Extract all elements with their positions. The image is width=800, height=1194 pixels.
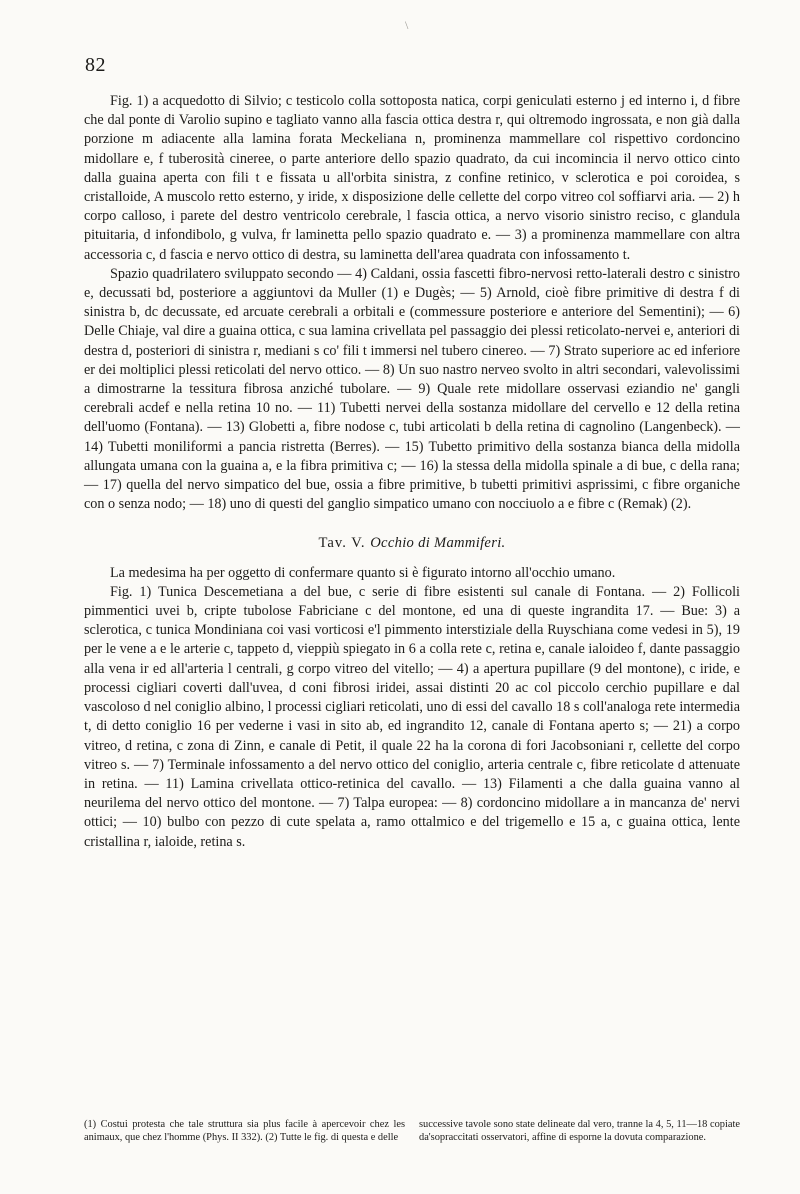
footnotes bbox=[84, 1118, 740, 1144]
footnote-column-right: successive tavole sono state delineate dal vero, tranne la 4, 5, 11—18 copiate da'sopraccitati osservatori, affine di esporne la dovuta comparazione. bbox=[419, 1119, 740, 1144]
section-heading bbox=[84, 534, 740, 553]
footnote-column-left: (1) Costui protesta che tale struttura sia plus facile à apercevoir chez les animaux, que chez l'homme (Phys. II 332). (2) Tutte le fig. di questa e delle bbox=[84, 1119, 405, 1144]
body-text bbox=[84, 92, 740, 852]
heading-title: Occhio di Mammiferi. bbox=[370, 535, 506, 552]
page-number: 82 bbox=[85, 54, 106, 76]
paragraph-fig-tav-iv: Fig. 1) a acquedotto di Silvio; c testicolo colla sottoposta natica, corpi geniculati esterno j ed interno i, d fibre che dal ponte di Varolio supino e tagliato vanno alla fascia ottica destra r, qui oltremodo ingrossata, e non già dalla porzione m adiacente alla lamina forata Meckeliana n, prominenza mammellare col rispettivo cordoncino midollare e, f tuberosità cineree, o parte anteriore dello spazio quadrato, da cui incomincia il nervo ottico cinto dalla guaina aperta con fili t e fissata u all'orbita sinistra, z confine retinico, v sclerotica e poi coroidea, s cristalloide, A muscolo retto esterno, y iride, x disposizione delle cellette del corpo vitreo col soffiarvi aria. — 2) h corpo calloso, i parete del destro ventricolo cerebrale, l fascia ottica, a nervo visorio sinistro reciso, c glandula pituitaria, d infondibolo, g vulva, fr laminetta pello spazio quadrato e. — 3) a prominenza mammellare con altra accessoria c, d fascia e nervo ottico di destra, su laminetta dell'area quadrata con infossamento t. bbox=[84, 93, 740, 263]
margin-mark: \ bbox=[405, 18, 409, 32]
paragraph-intro: La medesima ha per oggetto di confermare quanto si è figurato intorno all'occhio umano. bbox=[110, 564, 616, 581]
paragraph-spazio-quadrilatero: Spazio quadrilatero sviluppato secondo — 4) Caldani, ossia fascetti fibro-nervosi retto-laterali destro c sinistro e, decussati bd, posteriore a aggiuntovi da Muller (1) e Dugès; — 5) Arnold, cioè fibre primitive di destra f di sinistra b, dc decussate, ed arcuate cerebrali a orbitali e (commessure posteriore e anteriore del Sementini); — 6) Delle Chiaje, val dire a guaina ottica, c sua lamina crivellata pel passaggio dei plessi reticolato-nervei e, anteriori di destra d, posteriori di sinistra r, mediani s co' fili t immersi nel tubero cinereo. — 7) Strato superiore ac ed inferiore er dei moltiplici plessi reticolati del nervo ottico. — 8) Un suo nastro nerveo svolto in altri secondari, valevolissimi a dimostrarne la tessitura fibrosa anziché tubolare. — 9) Quale rete midollare osservasi eziandio ne' gangli cerebrali acdef e nella retina 10 no. — 11) Tubetti nervei della sostanza midollare del cervello e 12 della retina dell'uomo (Fontana). — 13) Globetti a, fibre nodose c, tubi articolati b della retina di cagnolino (Langenbeck). — 14) Tubetti moniliformi a pancia ristretta (Berres). — 15) Tubetto primitivo della sostanza bianca della midolla allungata umana con la guaina a, e la fibra primitiva c; — 16) la stessa della midolla spinale a di bue, c della rana; — 17) quella del nervo simpatico del bue, ossia a fibre primitive, b tubetti primitivi asprissimi, c fibre organiche con o senza nodo; — 18) uno di questi del ganglio simpatico umano con nocciuolo a e fibre c (Remak) (2). bbox=[84, 265, 740, 513]
paragraph-fig-tav-v: Fig. 1) Tunica Descemetiana a del bue, c serie di fibre esistenti sul canale di Fontana. — 2) Follicoli pimmentici uvei b, cripte tubolose Fabriciane c del montone, ed una di queste ingrandita 17. — Bue: 3) a sclerotica, c tunica Mondiniana coi vasi vorticosi e'l pimmento interstiziale della Ruyschiana come vedesi in 5), 19 per le vene a e le arterie c, tappeto d, vieppiù spiegato in 6 a colla rete c, retina e, canale ialoideo f, dante passaggio alla vena ir ed all'arteria l centrali, g corpo vitreo del vitello; — 4) a apertura pupillare (9 del montone), c iride, e processi cigliari coverti dall'uvea, d coni fibrosi iridei, assai distinti 20 ac col piccolo cerchio pupillare e dal vascoloso d nel coniglio albino, l processi cigliari reticolati, uno di essi del cavallo 18 s coll'analoga rete intermedia t, di detto coniglio 16 per vederne i vasi in sito ab, ed ingrandito 12, canale di Fontana aperto s; — 21) a corpo vitreo, d retina, c zona di Zinn, e canale di Petit, il quale 22 ha la corona di fori Jacobsoniani r, cellette del corpo vitreo s. — 7) Terminale infossamento a del nervo ottico del coniglio, arteria centrale c, fibre reticolate d attenuate in retina. — 11) Lamina crivellata ottico-retinica del cavallo. — 13) Filamenti a che dalla guaina vanno al neurilema del nervo ottico del montone. — 7) Talpa europea: — 8) cordoncino midollare a in mancanza de' nervi ottici; — 10) bulbo con pezzo di cute spelata a, ramo ottalmico e del trigemello e 15 a, c guaina ottica, lente cristallina r, ialoide, retina s. bbox=[84, 583, 740, 850]
heading-label: Tav. V. bbox=[318, 535, 366, 552]
